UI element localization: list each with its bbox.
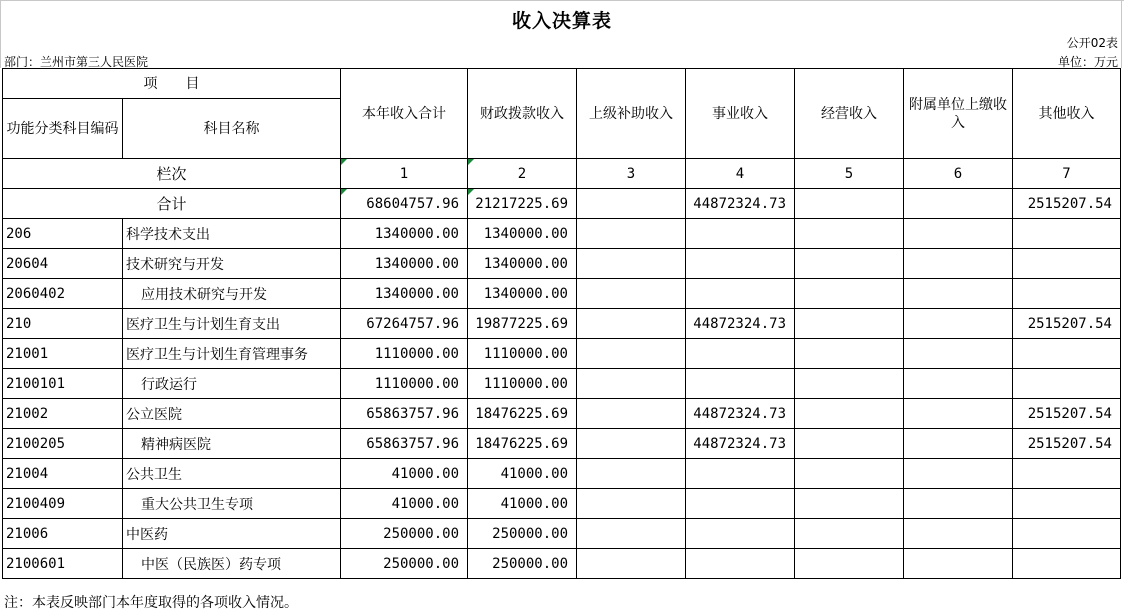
row-value-1: 65863757.96 [341,429,468,459]
row-value-7 [1013,549,1121,579]
row-code: 21002 [3,399,123,429]
header-group-cell: 项 目 [3,69,341,99]
row-value-7 [1013,489,1121,519]
row-value-4 [686,369,795,399]
table-row [3,519,1121,549]
header-name-cell: 科目名称 [123,99,341,159]
row-value-7: 2515207.54 [1013,309,1121,339]
row-code: 2100601 [3,549,123,579]
row-value-4 [686,519,795,549]
form-number: 公开02表 [1066,36,1118,50]
row-name: 医疗卫生与计划生育管理事务 [123,339,341,369]
table-row [3,549,1121,579]
index-number-4: 4 [686,159,795,189]
row-value-2: 250000.00 [468,549,577,579]
row-value-7: 2515207.54 [1013,399,1121,429]
row-value-4 [686,339,795,369]
row-value-3 [577,429,686,459]
row-value-1: 1110000.00 [341,339,468,369]
row-value-1: 41000.00 [341,489,468,519]
row-value-3 [577,249,686,279]
row-value-5 [795,489,904,519]
row-value-6 [904,369,1013,399]
row-value-5 [795,309,904,339]
row-name: 中医药 [123,519,341,549]
row-code: 2100101 [3,369,123,399]
total-value-3 [577,189,686,219]
row-value-6 [904,309,1013,339]
row-code: 2060402 [3,279,123,309]
table-row [3,279,1121,309]
row-value-5 [795,279,904,309]
department-label: 部门：兰州市第三人民医院 [4,55,149,69]
header-col-5: 经营收入 [795,69,904,159]
row-name: 公共卫生 [123,459,341,489]
table-body [3,69,1121,579]
row-value-3 [577,369,686,399]
row-value-2: 41000.00 [468,459,577,489]
row-value-6 [904,399,1013,429]
header-col-2: 财政拨款收入 [468,69,577,159]
total-value-4: 44872324.73 [686,189,795,219]
row-name: 重大公共卫生专项 [123,489,341,519]
row-value-5 [795,549,904,579]
row-value-7 [1013,279,1121,309]
row-value-3 [577,279,686,309]
row-value-4 [686,279,795,309]
row-value-5 [795,369,904,399]
header-col-4: 事业收入 [686,69,795,159]
table-row [3,339,1121,369]
total-label: 合计 [3,189,341,219]
index-number-7: 7 [1013,159,1121,189]
total-value-5 [795,189,904,219]
row-value-1: 1340000.00 [341,219,468,249]
unit-label: 单位：万元 [1057,55,1118,69]
header-col-1: 本年收入合计 [341,69,468,159]
row-value-3 [577,219,686,249]
row-value-5 [795,519,904,549]
row-value-2: 1340000.00 [468,219,577,249]
row-value-6 [904,459,1013,489]
row-value-7 [1013,339,1121,369]
table-row [3,399,1121,429]
row-code: 21001 [3,339,123,369]
row-value-3 [577,459,686,489]
table-row [3,459,1121,489]
row-name: 医疗卫生与计划生育支出 [123,309,341,339]
row-value-4 [686,489,795,519]
row-value-3 [577,339,686,369]
row-value-6 [904,279,1013,309]
row-value-4 [686,249,795,279]
header-row-1 [3,69,1121,99]
row-name: 应用技术研究与开发 [123,279,341,309]
row-value-5 [795,399,904,429]
header-col-3: 上级补助收入 [577,69,686,159]
sheet-top-border [0,0,1124,1]
row-value-1: 1340000.00 [341,279,468,309]
row-value-3 [577,309,686,339]
row-value-6 [904,429,1013,459]
row-value-3 [577,399,686,429]
row-code: 20604 [3,249,123,279]
table-row [3,219,1121,249]
row-value-4 [686,219,795,249]
row-value-3 [577,489,686,519]
row-value-6 [904,249,1013,279]
table-row [3,309,1121,339]
index-label: 栏次 [3,159,341,189]
row-value-6 [904,549,1013,579]
total-value-6 [904,189,1013,219]
row-value-4: 44872324.73 [686,309,795,339]
table-row [3,369,1121,399]
index-number-1: 1 [341,159,468,189]
row-value-1: 1340000.00 [341,249,468,279]
row-code: 206 [3,219,123,249]
total-value-2: 21217225.69 [468,189,577,219]
footnote: 注：本表反映部门本年度取得的各项收入情况。 [4,595,298,611]
index-number-3: 3 [577,159,686,189]
row-value-1: 41000.00 [341,459,468,489]
row-value-6 [904,339,1013,369]
row-value-2: 1340000.00 [468,279,577,309]
row-value-7: 2515207.54 [1013,429,1121,459]
row-value-1: 1110000.00 [341,369,468,399]
table-row [3,489,1121,519]
page-title: 收入决算表 [511,10,612,32]
row-code: 21006 [3,519,123,549]
row-value-1: 250000.00 [341,519,468,549]
row-value-5 [795,219,904,249]
row-value-7 [1013,249,1121,279]
row-value-1: 67264757.96 [341,309,468,339]
index-number-6: 6 [904,159,1013,189]
row-value-2: 41000.00 [468,489,577,519]
row-value-4: 44872324.73 [686,399,795,429]
row-name: 行政运行 [123,369,341,399]
row-value-3 [577,519,686,549]
row-name: 科学技术支出 [123,219,341,249]
header-col-6: 附属单位上缴收入 [904,69,1013,159]
row-value-2: 1110000.00 [468,369,577,399]
table-row [3,249,1121,279]
row-value-5 [795,339,904,369]
row-value-6 [904,489,1013,519]
row-value-2: 19877225.69 [468,309,577,339]
row-name: 技术研究与开发 [123,249,341,279]
total-value-1: 68604757.96 [341,189,468,219]
row-value-2: 250000.00 [468,519,577,549]
row-code: 2100205 [3,429,123,459]
row-value-1: 65863757.96 [341,399,468,429]
income-table [2,68,1121,579]
row-name: 公立医院 [123,399,341,429]
row-code: 21004 [3,459,123,489]
row-code: 2100409 [3,489,123,519]
row-value-2: 1110000.00 [468,339,577,369]
row-value-7 [1013,519,1121,549]
index-number-2: 2 [468,159,577,189]
row-value-1: 250000.00 [341,549,468,579]
row-value-5 [795,429,904,459]
table-row [3,429,1121,459]
row-value-6 [904,519,1013,549]
row-name: 精神病医院 [123,429,341,459]
total-value-7: 2515207.54 [1013,189,1121,219]
row-value-2: 18476225.69 [468,429,577,459]
row-value-3 [577,549,686,579]
row-value-2: 18476225.69 [468,399,577,429]
total-row [3,189,1121,219]
row-value-4 [686,549,795,579]
row-name: 中医（民族医）药专项 [123,549,341,579]
row-value-4: 44872324.73 [686,429,795,459]
row-value-7 [1013,459,1121,489]
row-value-7 [1013,219,1121,249]
row-code: 210 [3,309,123,339]
row-value-5 [795,459,904,489]
row-value-4 [686,459,795,489]
header-col-7: 其他收入 [1013,69,1121,159]
row-value-2: 1340000.00 [468,249,577,279]
index-number-5: 5 [795,159,904,189]
header-code-cell: 功能分类科目编码 [3,99,123,159]
row-value-7 [1013,369,1121,399]
row-value-5 [795,249,904,279]
row-value-6 [904,219,1013,249]
index-row [3,159,1121,189]
